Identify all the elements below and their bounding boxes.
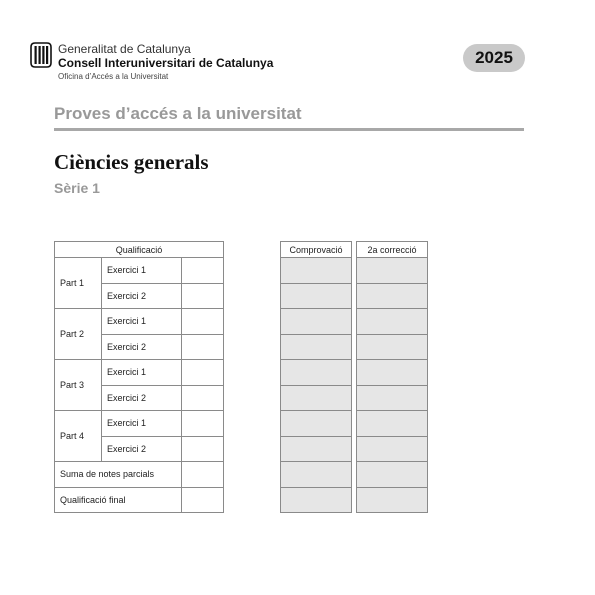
check-cell[interactable] — [281, 360, 352, 386]
check-cell[interactable] — [281, 258, 352, 284]
year-badge: 2025 — [463, 44, 525, 72]
check-table-title: Comprovació — [281, 242, 352, 258]
final-grade-label: Qualificació final — [55, 487, 182, 513]
part-label: Part 2 — [55, 309, 102, 360]
table-row — [55, 258, 224, 284]
correction-cell[interactable] — [357, 462, 428, 488]
score-cell[interactable] — [182, 283, 224, 309]
correction-cell[interactable] — [357, 360, 428, 386]
grading-table — [54, 241, 224, 513]
correction-table — [356, 241, 428, 513]
table-row — [55, 309, 224, 335]
exam-heading: Proves d’accés a la universitat — [54, 104, 302, 123]
series-label: Sèrie 1 — [54, 180, 100, 196]
org-name-generalitat: Generalitat de Catalunya — [58, 42, 191, 56]
check-cell[interactable] — [281, 309, 352, 335]
check-cell[interactable] — [281, 283, 352, 309]
check-cell[interactable] — [281, 487, 352, 513]
exercise-label: Exercici 2 — [102, 283, 182, 309]
correction-cell[interactable] — [357, 309, 428, 335]
correction-cell[interactable] — [357, 334, 428, 360]
part-label: Part 4 — [55, 411, 102, 462]
score-cell[interactable] — [182, 487, 224, 513]
score-cell[interactable] — [182, 258, 224, 284]
check-cell[interactable] — [281, 334, 352, 360]
table-row — [55, 462, 224, 488]
exercise-label: Exercici 1 — [102, 309, 182, 335]
check-cell[interactable] — [281, 411, 352, 437]
part-label: Part 1 — [55, 258, 102, 309]
table-row — [55, 411, 224, 437]
correction-cell[interactable] — [357, 385, 428, 411]
exercise-label: Exercici 2 — [102, 334, 182, 360]
exercise-label: Exercici 2 — [102, 385, 182, 411]
score-cell[interactable] — [182, 411, 224, 437]
grading-table-title: Qualificació — [55, 242, 224, 258]
org-name-oficina: Oficina d’Accés a la Universitat — [58, 72, 169, 81]
generalitat-logo — [30, 42, 52, 68]
exercise-label: Exercici 2 — [102, 436, 182, 462]
organization-block — [58, 43, 273, 81]
correction-cell[interactable] — [357, 283, 428, 309]
score-cell[interactable] — [182, 436, 224, 462]
table-row — [55, 487, 224, 513]
score-cell[interactable] — [182, 309, 224, 335]
exercise-label: Exercici 1 — [102, 360, 182, 386]
score-cell[interactable] — [182, 334, 224, 360]
org-name-consell: Consell Interuniversitari de Catalunya — [58, 56, 274, 70]
sum-label: Suma de notes parcials — [55, 462, 182, 488]
correction-cell[interactable] — [357, 487, 428, 513]
exercise-label: Exercici 1 — [102, 258, 182, 284]
part-label: Part 3 — [55, 360, 102, 411]
score-cell[interactable] — [182, 385, 224, 411]
check-cell[interactable] — [281, 462, 352, 488]
correction-cell[interactable] — [357, 436, 428, 462]
check-cell[interactable] — [281, 385, 352, 411]
correction-table-title: 2a correcció — [357, 242, 428, 258]
exercise-label: Exercici 1 — [102, 411, 182, 437]
score-cell[interactable] — [182, 360, 224, 386]
check-cell[interactable] — [281, 436, 352, 462]
subject-title: Ciències generals — [54, 150, 209, 174]
correction-cell[interactable] — [357, 411, 428, 437]
heading-rule — [54, 128, 524, 131]
correction-cell[interactable] — [357, 258, 428, 284]
table-row — [55, 360, 224, 386]
check-table — [280, 241, 352, 513]
score-cell[interactable] — [182, 462, 224, 488]
